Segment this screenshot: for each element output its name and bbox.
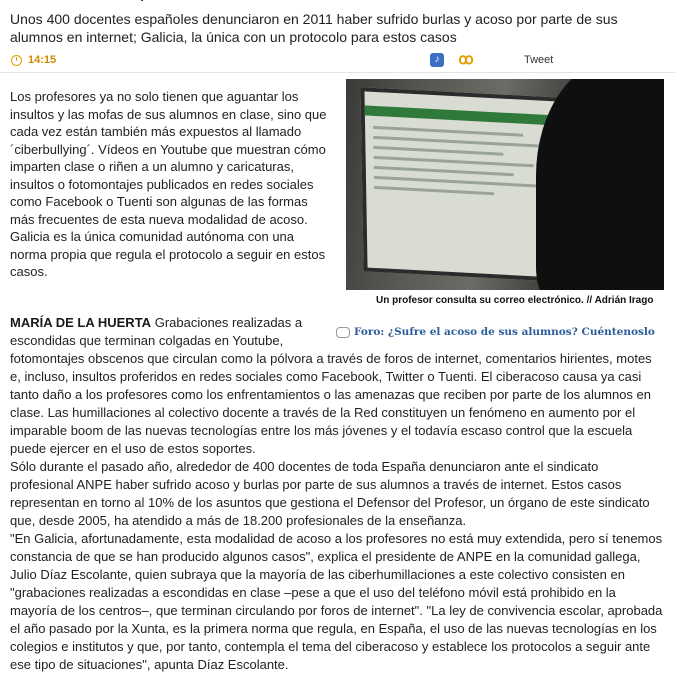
meta-bar [0,50,675,73]
article-body [10,314,665,674]
article-subtitle: Unos 400 docentes españoles denunciaron en 2011 haber sufrido burlas y acoso por parte de sus alumnos en internet; Galicia, la única con un protocolo para estos casos [10,11,618,45]
share-icon[interactable]: ♪ [430,53,444,67]
publish-time: 14:15 [28,54,57,66]
article-photo [346,79,664,290]
author-name: MARÍA DE LA HUERTA [10,315,152,330]
paragraph-1-start [10,314,320,350]
forum-link-text[interactable]: Foro: ¿Sufre el acoso de sus alumnos? Cuéntenoslo [354,326,655,338]
paragraph-3: "En Galicia, afortunadamente, esta modalidad de acoso a los profesores no está muy extendida, pero sí tenemos constancia de que se han producido algunos casos", explica el presidente de ANPE en la comunidad gallega, Julio Díaz Escolante, quien subraya que la mayoría de las ciberhumillaciones a este colectivo consisten en "grabaciones realizadas a escondidas en clase –pese a que el uso del teléfono móvil está prohibido en la mayoría de los centros–, que terminan circulando por foros de internet". "La ley de convivencia escolar, aprobada el año pasado por la Xunta, es la primera norma que regula, en España, el uso de las nuevas tecnologías en los colegios e institutos y que, por tanto, contempla el tema del ciberacoso y establece los protocolos a seguir ante ese tipo de situaciones", apunta Díaz Escolante. [10,531,663,672]
bookmark-icon[interactable]: ꝏ [458,51,474,68]
tweet-button[interactable]: Tweet [524,54,554,66]
person-silhouette [536,79,664,290]
paragraph-2: Sólo durante el pasado año, alrededor de 400 docentes de toda España denunciaron ante el sindicato profesional ANPE haber sufrido acoso y burlas por parte de sus alumnos a través de internet. Estos casos representan en torno al 10% de los asuntos que gestiona el Defensor del Profesor, un órgano de este sindicato que, desde 2005, ha atendido a más de 18.200 profesionales de la enseñanza. [10,459,650,528]
photo-caption: Un profesor consulta su correo electrónico. // Adrián Irago [376,295,654,306]
clock-icon [11,55,22,66]
headline-clipped [10,0,665,1]
paragraph-1-start-text: Grabaciones realizadas a escondidas que terminan colgadas en Youtube, [10,315,303,348]
article-lead: Los profesores ya no solo tienen que aguantar los insultos y las mofas de sus alumnos en clase, sino que cada vez están también más expuestos al llamado ´ciberbullying´. Vídeos en Youtube que muestran cómo imparten clase o riñen a un alumno y caricaturas, insultos o fotomontajes publicados en redes sociales como Facebook o Tuenti son algunas de las formas más frecuentes de esta nueva modalidad de acoso. Galicia es la única comunidad autónoma con una norma propia que regula el protocolo a seguir en estos casos. [10,89,327,279]
paragraph-1: fotomontajes obscenos que circulan como la pólvora a través de foros de internet, comentarios hirientes, motes e, incluso, insultos proferidos en redes sociales como Facebook, Twitter o Tuenti. El ciberacoso causa ya casi tanto daño a los profesores como los enfrentamientos o las amenazas que reciben por parte de los alumnos en clase. Las humillaciones al colectivo docente a través de la Red constituyen un fenómeno en aumento por el imparable boom de las nuevas tecnologías entre los más jóvenes y el todavía escaso control que la escuela puede ejercer en el uso de estos soportes. [10,351,652,456]
